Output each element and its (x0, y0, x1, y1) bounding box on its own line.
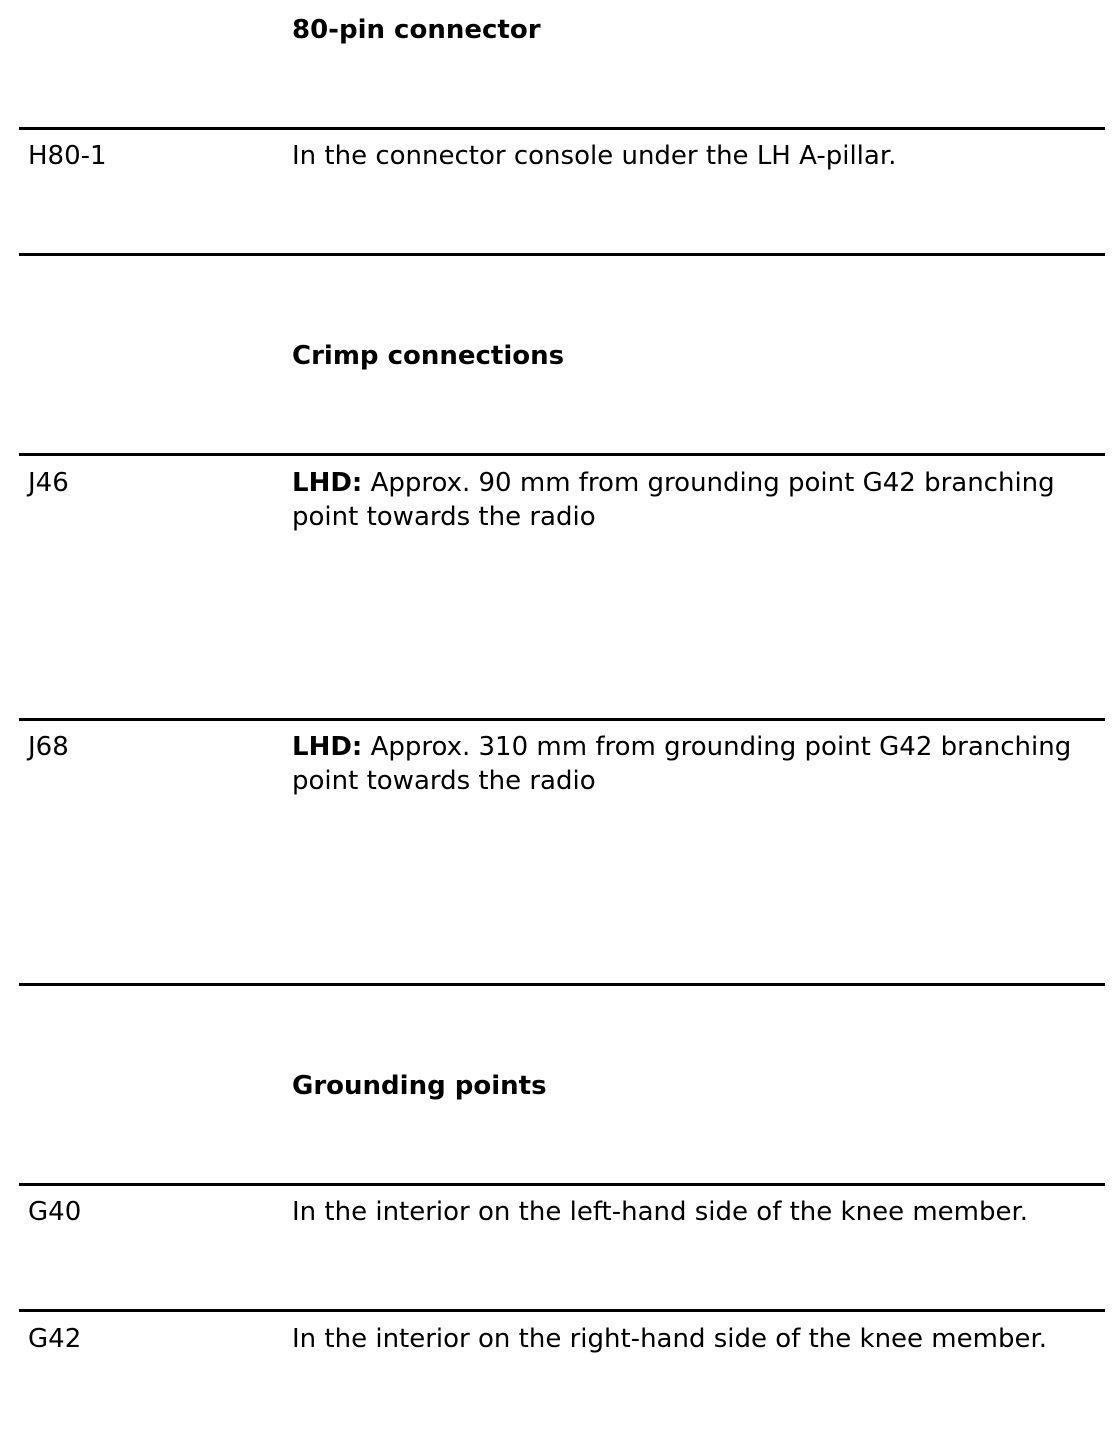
location-text: In the interior on the left-hand side of the knee member. (292, 1197, 1029, 1227)
component-code-g40: G40 (28, 1197, 82, 1227)
section-heading-crimp-connections: Crimp connections (292, 341, 565, 371)
table-rule (19, 453, 1105, 456)
section-heading-80-pin-connector: 80-pin connector (292, 15, 541, 45)
location-text: In the interior on the right-hand side of the knee member. (292, 1324, 1048, 1354)
table-rule (19, 1309, 1105, 1312)
table-rule (19, 983, 1105, 986)
section-heading-grounding-points: Grounding points (292, 1071, 547, 1101)
component-location-g42 (292, 1322, 1102, 1356)
component-code-h80-1: H80-1 (28, 141, 107, 171)
component-location-g40 (292, 1195, 1102, 1229)
table-rule (19, 718, 1105, 721)
lhd-label: LHD: (292, 468, 363, 498)
component-code-g42: G42 (28, 1324, 82, 1354)
component-code-j46: J46 (28, 468, 69, 498)
location-text: In the connector console under the LH A-pillar. (292, 141, 897, 171)
location-text: Approx. 90 mm from grounding point G42 branching point towards the radio (292, 468, 1055, 532)
table-rule (19, 253, 1105, 256)
component-location-h80-1 (292, 139, 1102, 173)
location-text: Approx. 310 mm from grounding point G42 branching point towards the radio (292, 732, 1072, 796)
table-rule (19, 127, 1105, 130)
component-location-j68 (292, 730, 1102, 798)
table-rule (19, 1183, 1105, 1186)
lhd-label: LHD: (292, 732, 363, 762)
component-location-j46 (292, 466, 1102, 534)
component-code-j68: J68 (28, 732, 69, 762)
